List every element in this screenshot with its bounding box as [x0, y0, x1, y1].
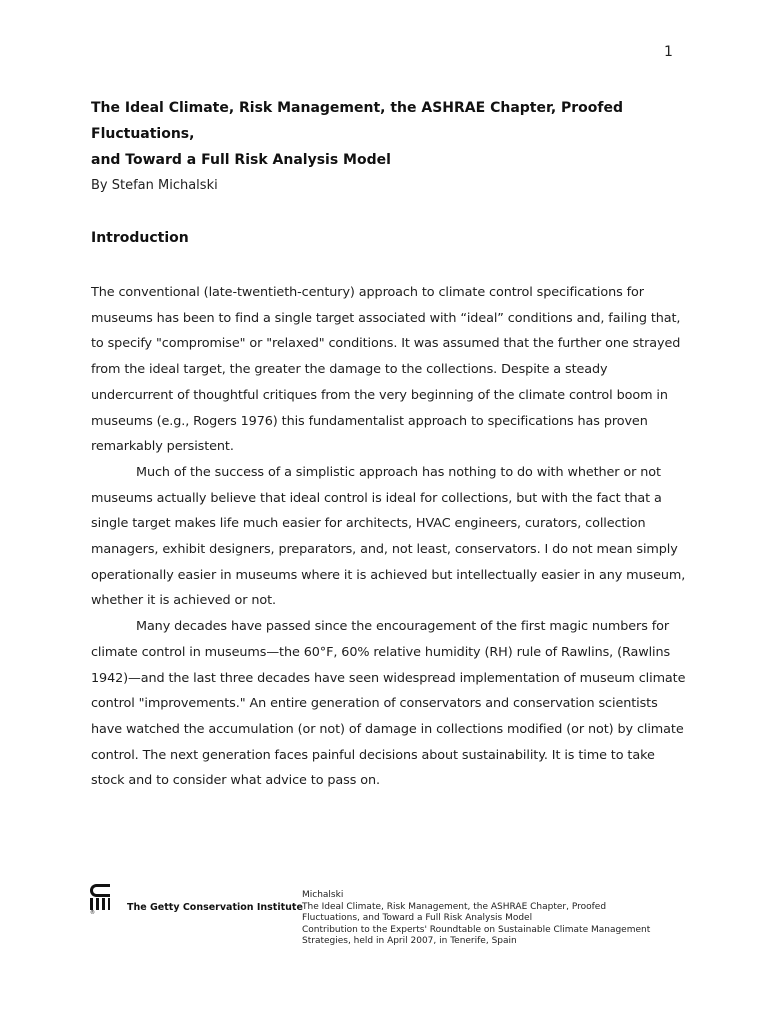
section-heading: Introduction	[91, 230, 189, 246]
getty-gci-logo-icon: ®	[90, 884, 112, 914]
body-text	[91, 280, 691, 794]
page-number: 1	[664, 44, 673, 60]
citation-title-line-2: Fluctuations, and Toward a Full Risk Analysis Model	[302, 913, 533, 924]
paragraph: The conventional (late-twentieth-century) approach to climate control specifications for museums has been to find a single target associated with “ideal” conditions and, failing that, to specify "compromise" or "relaxed" conditions. It was assumed that the further one strayed from the ideal target, the greater the damage to the collections. Despite a steady undercurrent of thoughtful critiques from the very beginning of the climate control boom in museums (e.g., Rogers 1976) this fundamentalist approach to specifications has proven remarkably persistent.	[91, 285, 681, 455]
paragraph: Much of the success of a simplistic approach has nothing to do with whether or not museums actually believe that ideal control is ideal for collections, but with the fact that a single target makes life much easier for architects, HVAC engineers, curators, collection managers, exhibit designers, preparators, and, not least, conservators. I do not mean simply operationally easier in museums where it is achieved but intellectually easier in any museum, whether it is achieved or not.	[91, 464, 686, 609]
author-byline: By Stefan Michalski	[91, 178, 218, 193]
citation-note-line-2: Strategies, held in April 2007, in Tenerife, Spain	[302, 936, 517, 947]
citation-note-line-1: Contribution to the Experts' Roundtable on Sustainable Climate Management	[302, 924, 651, 935]
institute-name: The Getty Conservation Institute	[127, 902, 303, 913]
footer-citation	[302, 890, 672, 948]
citation-author: Michalski	[302, 890, 344, 900]
paragraph: Many decades have passed since the encouragement of the first magic numbers for climate control in museums—the 60°F, 60% relative humidity (RH) rule of Rawlins, (Rawlins 1942)—and the last three decades have seen widespread implementation of museum climate control "improvements." An entire generation of conservators and conservation scientists have watched the accumulation (or not) of damage in collections modified (or not) by climate control. The next generation faces painful decisions about sustainability. It is time to take stock and to consider what advice to pass on.	[91, 619, 686, 789]
footer-logo	[90, 884, 303, 914]
document-title	[91, 95, 691, 173]
citation-title-line-1: The Ideal Climate, Risk Management, the ASHRAE Chapter, Proofed	[302, 901, 607, 912]
title-line-2: and Toward a Full Risk Analysis Model	[91, 152, 391, 168]
title-line-1: The Ideal Climate, Risk Management, the ASHRAE Chapter, Proofed Fluctuations,	[91, 100, 624, 142]
